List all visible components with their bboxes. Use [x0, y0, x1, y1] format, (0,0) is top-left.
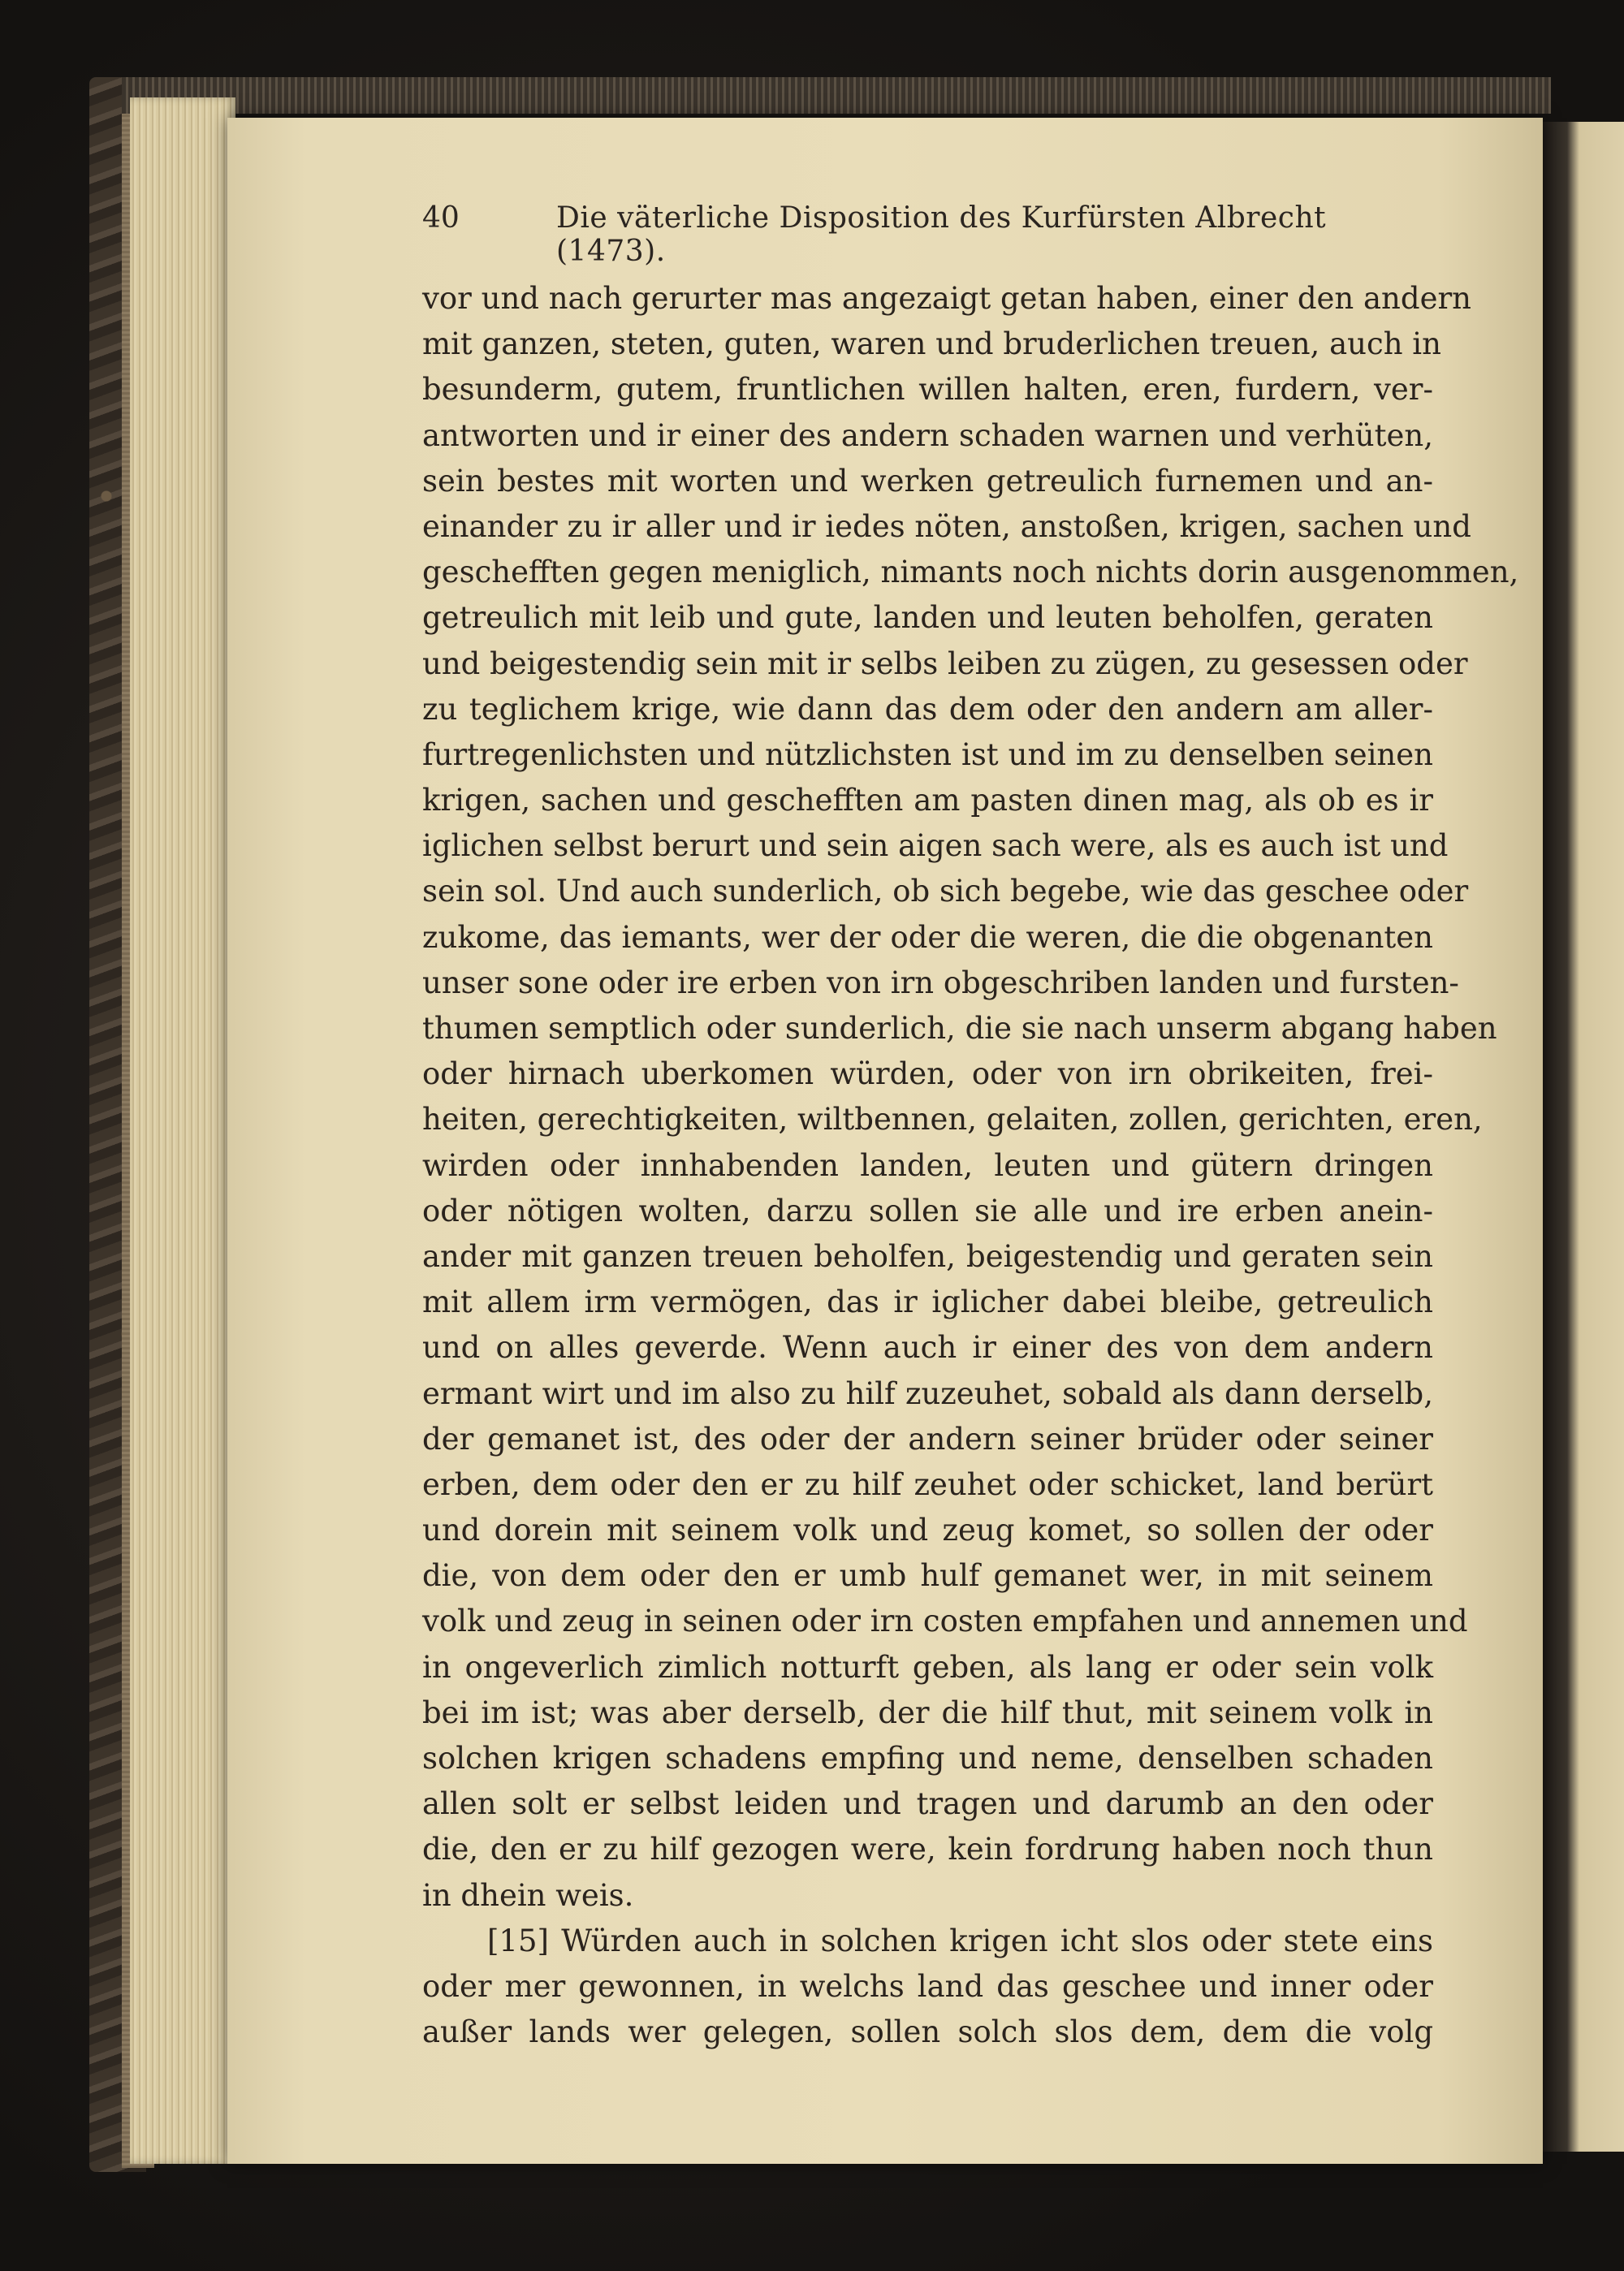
text-line: ander mit ganzen treuen beholfen, beigestendig und geraten sein [422, 1238, 1433, 1274]
text-line: solchen krigen schadens empfing und neme, denselben schaden [422, 1741, 1433, 1776]
text-line: außer lands wer gelegen, sollen solch slos dem, dem die volg [422, 2014, 1433, 2050]
page-stack-edge [130, 97, 235, 2164]
body-text [422, 276, 1519, 2055]
text-line: wirden oder innhabenden landen, leuten und gütern dringen [422, 1147, 1433, 1183]
text-line: sein bestes mit worten und werken getreulich furnemen und an- [422, 463, 1433, 499]
text-line: sein sol. Und auch sunderlich, ob sich begebe, wie das geschee oder [422, 874, 1469, 909]
text-line: einander zu ir aller und ir iedes nöten, anstoßen, krigen, sachen und [422, 508, 1471, 544]
text-line: furtregenlichsten und nützlichsten ist und im zu denselben seinen [422, 736, 1433, 772]
text-line: oder mer gewonnen, in welchs land das geschee und inner oder [422, 1968, 1433, 2004]
text-line: ermant wirt und im also zu hilf zuzeuhet, sobald als dann derselb, [422, 1375, 1433, 1411]
text-line: oder nötigen wolten, darzu sollen sie alle und ire erben anein- [422, 1193, 1433, 1228]
text-line: besunderm, gutem, fruntlichen willen halten, eren, furdern, ver- [422, 372, 1433, 408]
text-line: unser sone oder ire erben von irn obgeschriben landen und fursten- [422, 965, 1459, 1000]
text-line: vor und nach gerurter mas angezaigt getan haben, einer den andern [422, 281, 1471, 316]
text-line: in ongeverlich zimlich notturft geben, als lang er oder sein volk [422, 1649, 1433, 1685]
text-line: allen solt er selbst leiden und tragen und darumb an den oder [422, 1786, 1433, 1822]
text-line: mit allem irm vermögen, das ir iglicher dabei bleibe, getreulich [422, 1284, 1433, 1320]
paragraph-end-line: in dhein weis. [422, 1877, 634, 1913]
text-line: volk und zeug in seinen oder irn costen empfahen und annemen und [422, 1604, 1468, 1639]
book-binding-top [122, 77, 1551, 114]
text-line: oder hirnach uberkomen würden, oder von irn obrikeiten, frei- [422, 1056, 1433, 1092]
paragraph-start-line: [15] Würden auch in solchen krigen icht slos oder stete eins [487, 1923, 1433, 1958]
text-line: und dorein mit seinem volk und zeug komet, so sollen der oder [422, 1513, 1433, 1548]
text-line: antworten und ir einer des andern schaden warnen und verhüten, [422, 417, 1433, 453]
text-line: zu teglichem krige, wie dann das dem oder den andern am aller- [422, 691, 1433, 727]
text-line: getreulich mit leib und gute, landen und leuten beholfen, geraten [422, 600, 1433, 636]
text-line: zukome, das iemants, wer der oder die weren, die die obgenanten [422, 919, 1433, 955]
page-header [422, 201, 1397, 268]
text-line: mit ganzen, steten, guten, waren und bruderlichen treuen, auch in [422, 326, 1441, 362]
text-line: krigen, sachen und geschefften am pasten dinen mag, als ob es ir [422, 783, 1433, 818]
text-line: thumen semptlich oder sunderlich, die sie nach unserm abgang haben [422, 1011, 1497, 1046]
text-line: bei im ist; was aber derselb, der die hilf thut, mit seinem volk in [422, 1695, 1433, 1730]
text-line: iglichen selbst berurt und sein aigen sach were, als es auch ist und [422, 828, 1449, 864]
text-line: geschefften gegen meniglich, nimants noch nichts dorin ausgenommen, [422, 555, 1519, 590]
text-line: die, den er zu hilf gezogen were, kein fordrung haben noch thun [422, 1832, 1433, 1867]
text-line: die, von dem oder den er umb hulf gemanet wer, in mit seinem [422, 1558, 1433, 1594]
text-line: und on alles geverde. Wenn auch ir einer des von dem andern [422, 1330, 1433, 1366]
page-number: 40 [422, 201, 460, 235]
text-line: der gemanet ist, des oder der andern seiner brüder oder seiner [422, 1421, 1433, 1457]
running-title: Die väterliche Disposition des Kurfürsten Albrecht (1473). [556, 201, 1327, 268]
text-line: und beigestendig sein mit ir selbs leiben zu zügen, zu gesessen oder [422, 645, 1468, 681]
facing-page-edge [1543, 122, 1624, 2152]
text-line: heiten, gerechtigkeiten, wiltbennen, gelaiten, zollen, gerichten, eren, [422, 1102, 1483, 1138]
text-line: erben, dem oder den er zu hilf zeuhet oder schicket, land berürt [422, 1466, 1433, 1502]
